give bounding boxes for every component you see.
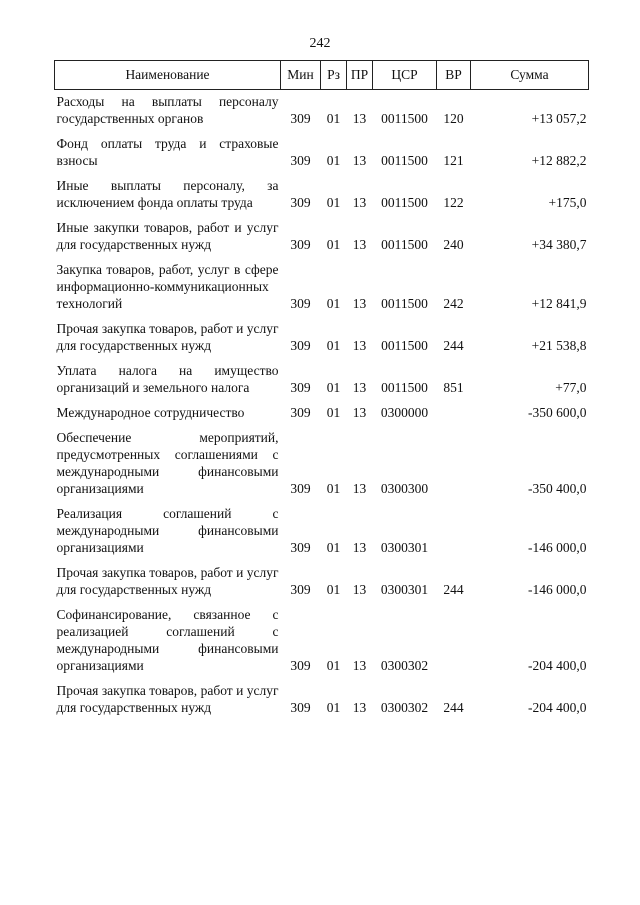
cell-pr: 13 <box>352 195 367 210</box>
table-row <box>55 401 589 426</box>
cell-pr: 13 <box>352 582 367 597</box>
cell-rz: 01 <box>326 380 341 395</box>
cell-min: 309 <box>290 582 311 597</box>
cell-rz: 01 <box>326 111 341 126</box>
cell-min: 309 <box>290 237 311 252</box>
cell-vr: 122 <box>443 195 464 210</box>
table-row <box>55 679 589 721</box>
cell-csr: 0300301 <box>380 582 429 597</box>
cell-rz: 01 <box>326 481 341 496</box>
cell-pr: 13 <box>352 658 367 673</box>
table-row <box>55 174 589 216</box>
table-header-row <box>55 61 589 90</box>
table-row <box>55 502 589 561</box>
cell-name: Уплата налога на имущество организаций и земельного налога <box>56 363 279 395</box>
cell-vr: 242 <box>443 296 464 311</box>
cell-name: Иные закупки товаров, работ и услуг для государственных нужд <box>56 220 279 252</box>
cell-pr: 13 <box>352 380 367 395</box>
cell-vr: 120 <box>443 111 464 126</box>
cell-name: Софинансирование, связанное с реализацией соглашений с международными финансовыми организациями <box>56 607 279 673</box>
table-row <box>55 90 589 133</box>
cell-pr: 13 <box>352 481 367 496</box>
cell-name: Иные выплаты персоналу, за исключением фонда оплаты труда <box>56 178 279 210</box>
cell-vr <box>437 502 471 561</box>
cell-csr: 0300302 <box>380 700 429 715</box>
cell-min: 309 <box>290 380 311 395</box>
cell-pr: 13 <box>352 540 367 555</box>
cell-name: Прочая закупка товаров, работ и услуг для государственных нужд <box>56 683 279 715</box>
cell-min: 309 <box>290 338 311 353</box>
cell-sum: +12 882,2 <box>531 153 587 168</box>
page-number: 242 <box>309 36 331 51</box>
cell-rz: 01 <box>326 296 341 311</box>
cell-min: 309 <box>290 700 311 715</box>
cell-min: 309 <box>290 111 311 126</box>
cell-pr: 13 <box>352 153 367 168</box>
cell-vr: 121 <box>443 153 464 168</box>
cell-sum: +34 380,7 <box>531 237 587 252</box>
cell-name: Международное сотрудничество <box>56 405 245 420</box>
cell-name: Расходы на выплаты персоналу государственных органов <box>56 94 279 126</box>
cell-vr <box>437 401 471 426</box>
cell-name: Закупка товаров, работ, услуг в сфере информационно-коммуникационных технологий <box>56 262 279 311</box>
cell-min: 309 <box>290 296 311 311</box>
cell-csr: 0300000 <box>380 405 429 420</box>
table-row <box>55 561 589 603</box>
cell-rz: 01 <box>326 700 341 715</box>
cell-vr <box>437 426 471 502</box>
cell-rz: 01 <box>326 237 341 252</box>
table-row <box>55 603 589 679</box>
cell-csr: 0300301 <box>380 540 429 555</box>
cell-sum: +13 057,2 <box>531 111 587 126</box>
cell-rz: 01 <box>326 582 341 597</box>
table-row <box>55 132 589 174</box>
cell-rz: 01 <box>326 338 341 353</box>
column-header-rz: Рз <box>321 61 347 90</box>
cell-csr: 0300302 <box>380 658 429 673</box>
cell-name: Реализация соглашений с международными финансовыми организациями <box>56 506 279 555</box>
cell-sum: -146 000,0 <box>528 582 587 597</box>
cell-name: Прочая закупка товаров, работ и услуг для государственных нужд <box>56 321 279 353</box>
column-header-csr: ЦСР <box>373 61 437 90</box>
cell-vr: 240 <box>443 237 464 252</box>
cell-sum: -146 000,0 <box>528 540 587 555</box>
cell-min: 309 <box>290 195 311 210</box>
column-header-vr: ВР <box>437 61 471 90</box>
cell-name: Обеспечение мероприятий, предусмотренных соглашениями с международными финансовыми организациями <box>56 430 279 496</box>
cell-name: Фонд оплаты труда и страховые взносы <box>56 136 279 168</box>
cell-pr: 13 <box>352 111 367 126</box>
cell-sum: -350 400,0 <box>528 481 587 496</box>
cell-pr: 13 <box>352 296 367 311</box>
cell-name: Прочая закупка товаров, работ и услуг для государственных нужд <box>56 565 279 597</box>
cell-vr: 244 <box>443 582 464 597</box>
budget-table <box>54 60 589 721</box>
cell-min: 309 <box>290 540 311 555</box>
cell-sum: +21 538,8 <box>531 338 587 353</box>
cell-min: 309 <box>290 658 311 673</box>
cell-rz: 01 <box>326 195 341 210</box>
table-row <box>55 426 589 502</box>
cell-csr: 0011500 <box>381 237 428 252</box>
cell-rz: 01 <box>326 153 341 168</box>
cell-pr: 13 <box>352 700 367 715</box>
column-header-name: Наименование <box>55 61 281 90</box>
cell-vr: 244 <box>443 700 464 715</box>
cell-sum: +175,0 <box>548 195 587 210</box>
column-header-min: Мин <box>281 61 321 90</box>
cell-vr: 244 <box>443 338 464 353</box>
cell-vr: 851 <box>443 380 464 395</box>
cell-sum: -204 400,0 <box>528 658 587 673</box>
table-row <box>55 359 589 401</box>
cell-sum: +12 841,9 <box>531 296 587 311</box>
cell-rz: 01 <box>326 658 341 673</box>
table-row <box>55 317 589 359</box>
cell-pr: 13 <box>352 405 367 420</box>
table-row <box>55 216 589 258</box>
cell-csr: 0011500 <box>381 111 428 126</box>
cell-csr: 0011500 <box>381 195 428 210</box>
cell-rz: 01 <box>326 540 341 555</box>
cell-sum: +77,0 <box>555 380 587 395</box>
cell-csr: 0011500 <box>381 338 428 353</box>
cell-min: 309 <box>290 481 311 496</box>
cell-sum: -204 400,0 <box>528 700 587 715</box>
cell-rz: 01 <box>326 405 341 420</box>
cell-min: 309 <box>290 153 311 168</box>
cell-csr: 0011500 <box>381 296 428 311</box>
cell-pr: 13 <box>352 237 367 252</box>
cell-vr <box>437 603 471 679</box>
cell-min: 309 <box>290 405 311 420</box>
column-header-pr: ПР <box>347 61 373 90</box>
column-header-sum: Сумма <box>471 61 589 90</box>
cell-pr: 13 <box>352 338 367 353</box>
cell-sum: -350 600,0 <box>528 405 587 420</box>
cell-csr: 0300300 <box>380 481 429 496</box>
cell-csr: 0011500 <box>381 380 428 395</box>
table-row <box>55 258 589 317</box>
cell-csr: 0011500 <box>381 153 428 168</box>
